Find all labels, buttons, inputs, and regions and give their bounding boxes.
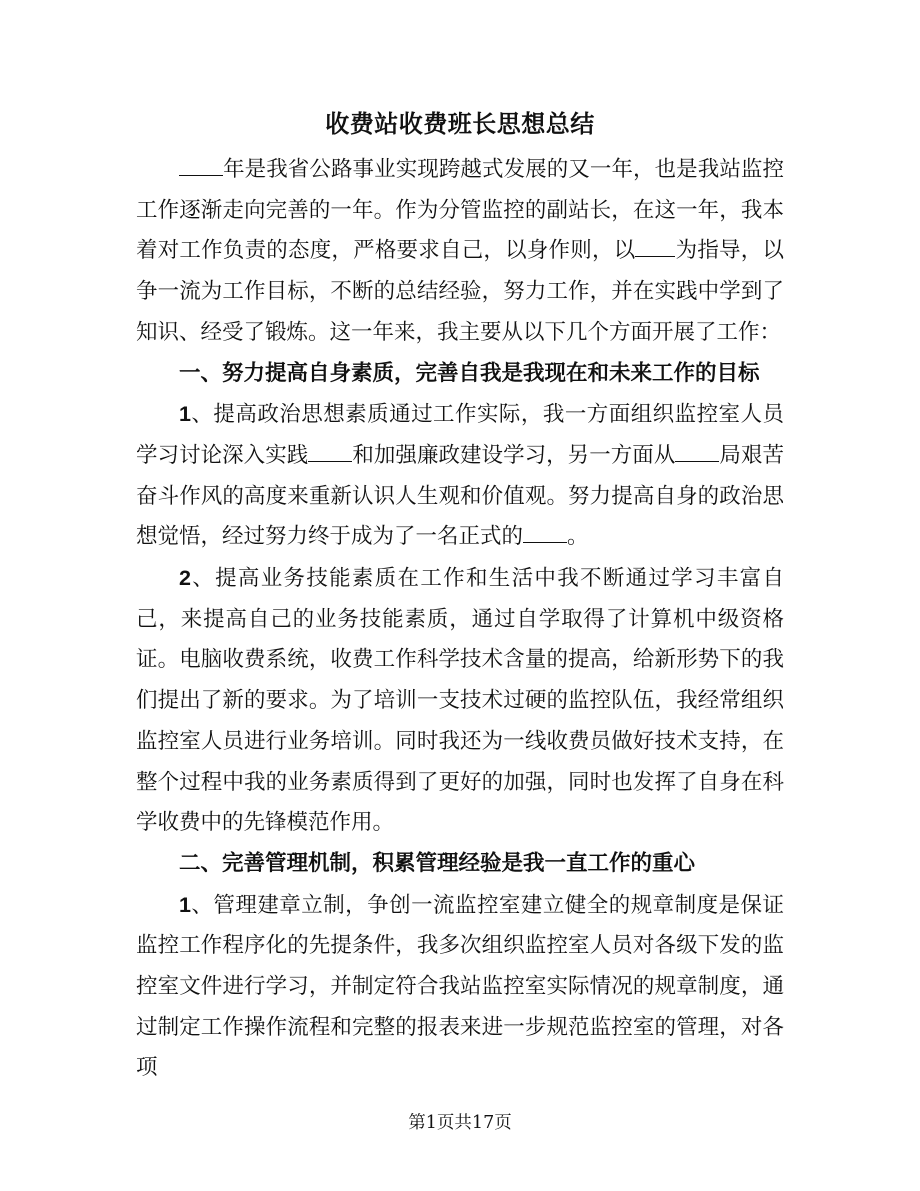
item-1-2-text: 、提高业务技能素质在工作和生活中我不断通过学习丰富自己，来提高自己的业务技能素质，通过自学取得了计算机中级资格证。电脑收费系统，收费工作科学技术含量的提高，给新形势下的我们提出了新的要求。为了培训一支技术过硬的监控队伍，我经常组织监控室人员进行业务培训。同时我还为一线收费员做好技术支持，在整个过程中我的业务素质得到了更好的加强，同时也发挥了自身在科学收费中的先锋模范作用。 (136, 566, 784, 836)
fill-in-blank (523, 541, 567, 543)
item-number: 1 (179, 402, 191, 427)
item-number: 2 (179, 566, 191, 591)
item-2-1-paragraph (136, 885, 784, 1090)
fill-in-blank (308, 460, 352, 462)
document-body (136, 150, 784, 1089)
item-number: 1 (179, 892, 191, 917)
document-title: 收费站收费班长思想总结 (325, 109, 595, 138)
intro-text-2: 为指导，以争一流为工作目标，不断的总结经验，努力工作，并在实践中学到了知识、经受了锻炼。这一年来，我主要从以下几个方面开展了工作： (136, 238, 784, 345)
item-2-1-text: 、管理建章立制，争创一流监控室建立健全的规章制度是保证监控工作程序化的先提条件，我多次组织监控室人员对各级下发的监控室文件进行学习，并制定符合我站监控室实际情况的规章制度，通过制定工作操作流程和完整的报表来进一步规范监控室的管理，对各项 (136, 892, 784, 1081)
intro-text-1: 年是我省公路事业实现跨越式发展的又一年，也是我站监控工作逐渐走向完善的一年。作为分管监控的副站长，在这一年，我本着对工作负责的态度，严格要求自己，以身作则，以 (136, 157, 784, 264)
item-1-1-text-3: 局艰苦奋斗作风的高度来重新认识人生观和价值观。努力提高自身的政治思想觉悟，经过努力终于成为了一名正式的 (136, 442, 784, 550)
section-heading-2: 二、完善管理机制，积累管理经验是我一直工作的重心 (179, 850, 696, 876)
item-1-1-text-1: 、提高政治思想素质通过工作实际，我一方面组织监控室人员学习讨论深入实践 (136, 402, 784, 468)
item-1-2-paragraph (136, 558, 784, 844)
item-1-1-text-2: 和加强廉政建设学习，另一方面从 (352, 442, 676, 468)
item-1-1-paragraph (136, 394, 784, 558)
fill-in-blank (635, 255, 675, 257)
intro-paragraph (136, 150, 784, 354)
fill-in-blank (675, 460, 719, 462)
fill-in-blank (179, 174, 223, 176)
section-heading-1: 一、努力提高自身素质，完善自我是我现在和未来工作的目标 (179, 360, 760, 386)
item-1-1-text-4: 。 (567, 524, 589, 550)
page-footer: 第1页共17页 (408, 1113, 512, 1133)
